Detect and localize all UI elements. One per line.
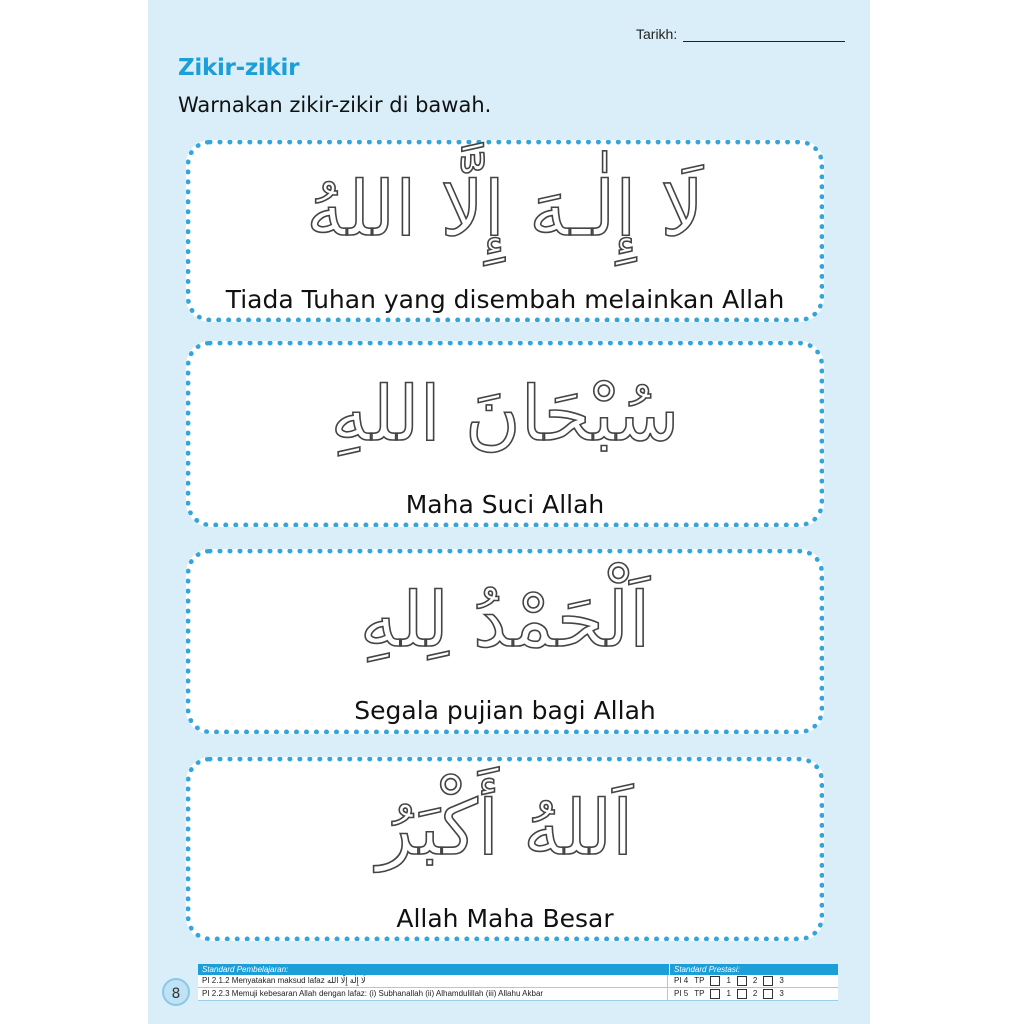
- standard-pembelajaran-label: Standard Pembelajaran:: [202, 965, 289, 974]
- tp-checkbox-2[interactable]: [737, 989, 747, 999]
- date-line: [683, 23, 845, 42]
- footer-row-text: PI 2.1.2 Menyatakan maksud lafaz لَا إِلٰهَ إِلَّا الله: [202, 976, 366, 985]
- tp-checkbox-2[interactable]: [737, 976, 747, 986]
- arabic-outline-text: سُبْحَانَ اللهِ: [330, 369, 680, 458]
- instruction-text: Warnakan zikir-zikir di bawah.: [178, 93, 492, 117]
- assessment-footer: [198, 964, 838, 1014]
- tp-label: TP: [694, 976, 705, 985]
- pi-label: PI 4: [674, 976, 689, 985]
- tp-option-label: 3: [779, 989, 784, 998]
- footer-row: [198, 975, 838, 988]
- zikir-card-2: [186, 341, 824, 527]
- zikir-card-3: [186, 549, 824, 734]
- standard-prestasi-label: Standard Prestasi:: [669, 964, 838, 975]
- zikir-card-4: [186, 757, 824, 941]
- zikir-card-1: [186, 140, 824, 322]
- footer-row-assessment: [667, 975, 838, 987]
- meaning-text: Maha Suci Allah: [405, 490, 605, 519]
- arabic-outline-text: اَلْحَمْدُ لِلهِ: [359, 575, 651, 664]
- meaning-text: Tiada Tuhan yang disembah melainkan Allah: [225, 285, 785, 314]
- tp-checkbox-1[interactable]: [710, 989, 720, 999]
- page-number-badge: 8: [162, 978, 190, 1006]
- tp-option-label: 2: [752, 989, 758, 998]
- footer-row: [198, 988, 838, 1001]
- tp-label: TP: [694, 989, 705, 998]
- tp-checkbox-1[interactable]: [710, 976, 720, 986]
- footer-header: [198, 964, 838, 975]
- date-field: [636, 22, 845, 42]
- date-label: Tarikh:: [636, 26, 678, 42]
- arabic-outline-text: لَا إِلٰـهَ إِلَّا اللهُ: [306, 164, 704, 253]
- tp-option-label: 1: [726, 976, 731, 985]
- meaning-text: Segala pujian bagi Allah: [354, 696, 656, 725]
- arabic-outline-text: اَللهُ أَكْبَرُ: [376, 783, 634, 872]
- tp-option-label: 3: [779, 976, 784, 985]
- tp-checkbox-3[interactable]: [763, 989, 773, 999]
- page-title: Zikir-zikir: [178, 55, 300, 81]
- footer-row-assessment: [667, 988, 838, 1000]
- pi-label: PI 5: [674, 989, 689, 998]
- footer-row-text: PI 2.2.3 Memuji kebesaran Allah dengan lafaz: (i) Subhanallah (ii) Alhamdulillah (iii) Allahu Akbar: [202, 989, 544, 998]
- meaning-text: Allah Maha Besar: [396, 904, 614, 933]
- tp-option-label: 2: [752, 976, 758, 985]
- tp-option-label: 1: [726, 989, 731, 998]
- tp-checkbox-3[interactable]: [763, 976, 773, 986]
